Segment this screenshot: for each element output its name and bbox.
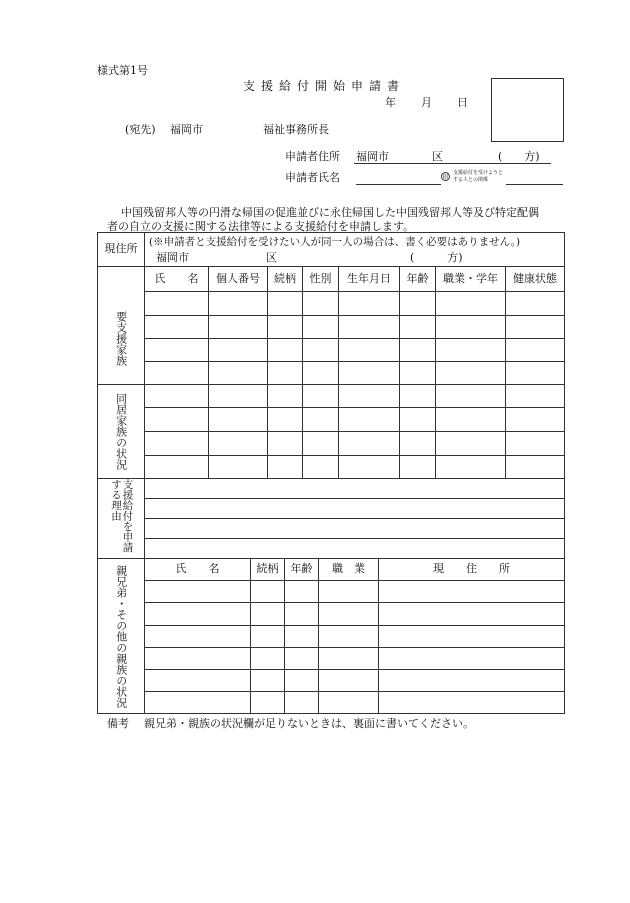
header-health: 健康状態 [513, 271, 557, 285]
residence-city[interactable]: 福岡市 [156, 251, 189, 264]
relatives-header-relationship: 続柄 [256, 562, 279, 576]
applicant-address-paren: ( 方) [498, 150, 540, 163]
header-name: 氏 名 [154, 271, 199, 285]
remarks-label: 備考 [107, 717, 129, 730]
date-month-label: 月 [421, 96, 432, 109]
date-day-label: 日 [457, 96, 468, 109]
seal-mark: 印 [442, 174, 449, 181]
form-number: 様式第1号 [97, 64, 148, 77]
header-age: 年齢 [406, 271, 429, 285]
residence-paren: ( 方) [410, 251, 463, 264]
statement-line-1: 中国残留邦人等の円滑な帰国の促進並びに永住帰国した中国残留邦人等及び特定配偶 [121, 206, 539, 219]
addressee-office: 福祉事務所長 [263, 123, 329, 136]
relatives-header-occupation: 職 業 [332, 562, 365, 576]
header-id-number: 個人番号 [216, 271, 260, 285]
seal-note-line-1: 支援給付を受けようと [453, 170, 504, 176]
reason-label: 支援給付を申請する理由 [110, 479, 134, 553]
seal-note-line-2: する人との関係 [453, 177, 489, 183]
applicant-address-city: 福岡市 [356, 150, 389, 163]
statement-line-2: 者の自立の支援に関する法律等による支援給付を申請します。 [107, 220, 415, 233]
group-label-cohabiting-family: 同居家族の状況 [114, 393, 128, 470]
form-title: 支援給付開始申請書 [243, 79, 406, 93]
date-year-label: 年 [385, 96, 396, 109]
group-label-support-family: 要支援家族 [114, 310, 128, 366]
relatives-header-name: 氏 名 [175, 562, 220, 576]
applicant-name-label: 申請者氏名 [285, 171, 340, 184]
applicant-address-label: 申請者住所 [285, 150, 340, 163]
group-label-relatives: 親兄弟・その他の親族の状況 [114, 564, 128, 708]
residence-ward: 区 [266, 251, 277, 264]
residence-note: (※申請者と支援給付を受けたい人が同一人の場合は、書く必要はありません。) [149, 236, 521, 248]
addressee-city: 福岡市 [170, 123, 203, 136]
remarks-text: 親兄弟・親族の状況欄が足りないときは、裏面に書いてください。 [144, 717, 474, 730]
header-occupation-grade: 職業・学年 [443, 271, 498, 285]
header-birthdate: 生年月日 [347, 271, 391, 285]
addressee-prefix: (宛先) [125, 123, 156, 136]
relatives-header-age: 年齢 [290, 562, 313, 576]
header-relationship: 続柄 [274, 271, 296, 285]
applicant-address-ward: 区 [432, 150, 443, 163]
residence-label: 現住所 [104, 242, 138, 256]
relatives-header-address: 現 住 所 [433, 562, 510, 576]
header-sex: 性別 [309, 271, 332, 285]
